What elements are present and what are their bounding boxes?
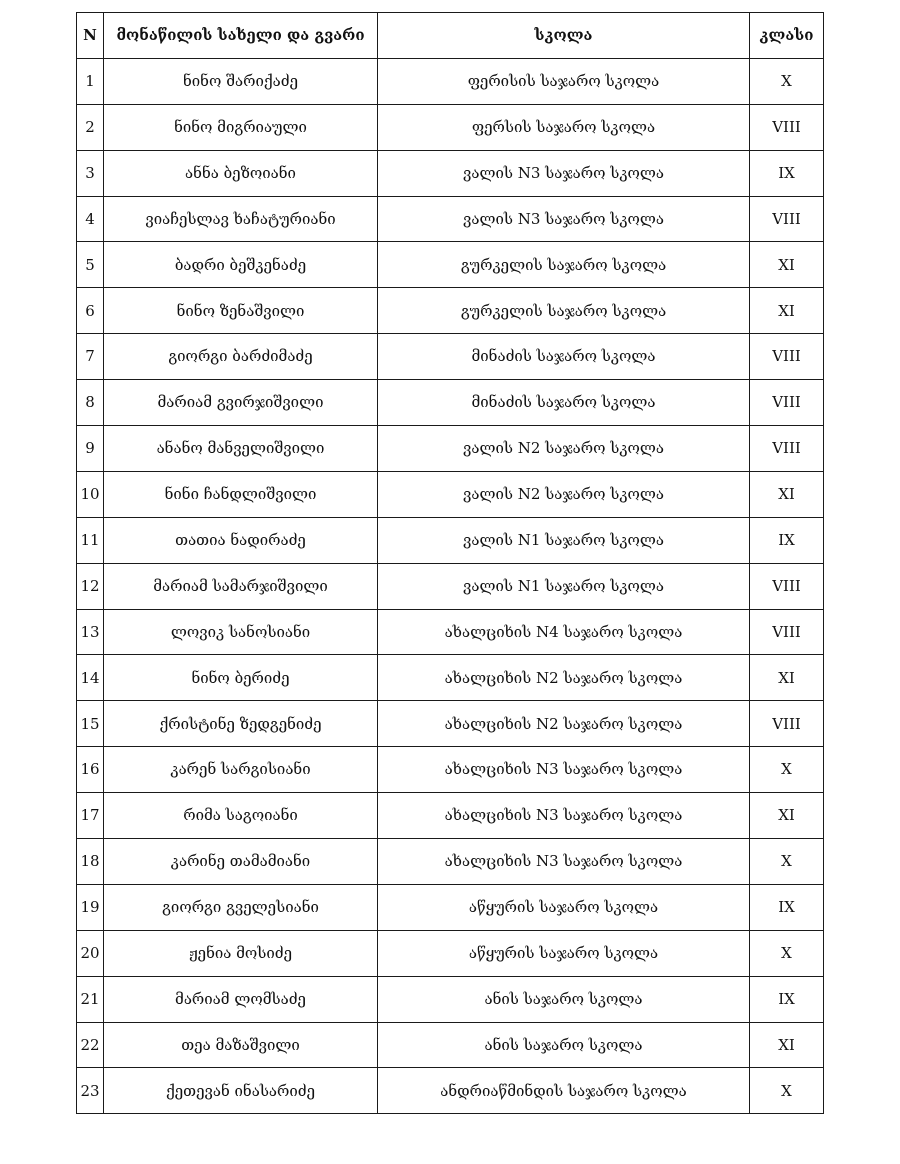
table-row: [77, 471, 824, 517]
cell-grade: X: [750, 58, 824, 104]
cell-number: 21: [77, 976, 104, 1022]
cell-number: 17: [77, 793, 104, 839]
table-row: [77, 196, 824, 242]
cell-participant-name: თათია ნადირაძე: [104, 517, 378, 563]
cell-grade: IX: [750, 517, 824, 563]
cell-number: 5: [77, 242, 104, 288]
cell-participant-name: კარინე თამამიანი: [104, 839, 378, 885]
cell-school: ახალციხის N4 საჯარო სკოლა: [378, 609, 750, 655]
cell-grade: VIII: [750, 104, 824, 150]
cell-participant-name: ქეთევან ინასარიძე: [104, 1068, 378, 1114]
cell-number: 11: [77, 517, 104, 563]
header-school: სკოლა: [378, 13, 750, 59]
cell-school: ანის საჯარო სკოლა: [378, 1022, 750, 1068]
cell-participant-name: მარიამ ლომსაძე: [104, 976, 378, 1022]
table-header: [77, 13, 824, 59]
table-row: [77, 884, 824, 930]
header-grade: კლასი: [750, 13, 824, 59]
cell-participant-name: ანნა ბეზოიანი: [104, 150, 378, 196]
cell-number: 12: [77, 563, 104, 609]
cell-school: ვალის N2 საჯარო სკოლა: [378, 426, 750, 472]
cell-grade: X: [750, 839, 824, 885]
cell-school: ვალის N1 საჯარო სკოლა: [378, 517, 750, 563]
cell-grade: X: [750, 930, 824, 976]
table-row: [77, 839, 824, 885]
cell-participant-name: გიორგი ბარძიმაძე: [104, 334, 378, 380]
cell-participant-name: ქრისტინე ზედგენიძე: [104, 701, 378, 747]
table-row: [77, 655, 824, 701]
cell-participant-name: ნინო მიგრიაული: [104, 104, 378, 150]
cell-number: 22: [77, 1022, 104, 1068]
table-row: [77, 976, 824, 1022]
cell-school: გურკელის საჯარო სკოლა: [378, 242, 750, 288]
cell-participant-name: ნინი ჩანდლიშვილი: [104, 471, 378, 517]
cell-participant-name: მარიამ სამარჯიშვილი: [104, 563, 378, 609]
table-row: [77, 563, 824, 609]
cell-participant-name: თეა მაზაშვილი: [104, 1022, 378, 1068]
cell-participant-name: ბადრი ბეშკენაძე: [104, 242, 378, 288]
cell-grade: VIII: [750, 196, 824, 242]
cell-school: აწყურის საჯარო სკოლა: [378, 930, 750, 976]
cell-number: 1: [77, 58, 104, 104]
table-row: [77, 58, 824, 104]
cell-number: 6: [77, 288, 104, 334]
cell-grade: VIII: [750, 380, 824, 426]
cell-grade: IX: [750, 150, 824, 196]
cell-grade: IX: [750, 884, 824, 930]
cell-grade: XI: [750, 242, 824, 288]
cell-number: 8: [77, 380, 104, 426]
cell-number: 4: [77, 196, 104, 242]
table-row: [77, 150, 824, 196]
cell-grade: XI: [750, 793, 824, 839]
cell-grade: X: [750, 747, 824, 793]
cell-number: 10: [77, 471, 104, 517]
cell-participant-name: ვიაჩესლავ ხაჩატურიანი: [104, 196, 378, 242]
table-body: [77, 58, 824, 1113]
cell-school: აწყურის საჯარო სკოლა: [378, 884, 750, 930]
cell-number: 7: [77, 334, 104, 380]
table-row: [77, 747, 824, 793]
cell-participant-name: ჟენია მოსიძე: [104, 930, 378, 976]
header-row: [77, 13, 824, 59]
table-row: [77, 104, 824, 150]
cell-grade: X: [750, 1068, 824, 1114]
cell-number: 2: [77, 104, 104, 150]
cell-participant-name: ლოვიკ სანოსიანი: [104, 609, 378, 655]
cell-number: 16: [77, 747, 104, 793]
cell-school: ვალის N1 საჯარო სკოლა: [378, 563, 750, 609]
cell-number: 3: [77, 150, 104, 196]
cell-number: 13: [77, 609, 104, 655]
cell-number: 23: [77, 1068, 104, 1114]
cell-school: ანის საჯარო სკოლა: [378, 976, 750, 1022]
cell-school: ფერსის საჯარო სკოლა: [378, 104, 750, 150]
cell-school: ახალციხის N3 საჯარო სკოლა: [378, 839, 750, 885]
table-row: [77, 609, 824, 655]
cell-school: მინაძის საჯარო სკოლა: [378, 334, 750, 380]
cell-participant-name: ანანო მანველიშვილი: [104, 426, 378, 472]
cell-school: ფერისის საჯარო სკოლა: [378, 58, 750, 104]
table-row: [77, 380, 824, 426]
cell-school: ახალციხის N3 საჯარო სკოლა: [378, 747, 750, 793]
cell-grade: VIII: [750, 334, 824, 380]
table-row: [77, 334, 824, 380]
table-row: [77, 426, 824, 472]
table-row: [77, 1068, 824, 1114]
cell-school: ვალის N2 საჯარო სკოლა: [378, 471, 750, 517]
cell-school: ვალის N3 საჯარო სკოლა: [378, 196, 750, 242]
cell-participant-name: გიორგი გველესიანი: [104, 884, 378, 930]
cell-number: 15: [77, 701, 104, 747]
header-number: N: [77, 13, 104, 59]
cell-number: 20: [77, 930, 104, 976]
table-row: [77, 517, 824, 563]
table-row: [77, 1022, 824, 1068]
cell-number: 14: [77, 655, 104, 701]
table-row: [77, 288, 824, 334]
cell-number: 19: [77, 884, 104, 930]
header-participant-name: მონაწილის სახელი და გვარი: [104, 13, 378, 59]
cell-number: 9: [77, 426, 104, 472]
cell-grade: VIII: [750, 563, 824, 609]
cell-school: ახალციხის N2 საჯარო სკოლა: [378, 655, 750, 701]
cell-school: მინაძის საჯარო სკოლა: [378, 380, 750, 426]
cell-participant-name: ნინო ბერიძე: [104, 655, 378, 701]
cell-grade: VIII: [750, 701, 824, 747]
cell-grade: XI: [750, 288, 824, 334]
cell-school: ახალციხის N3 საჯარო სკოლა: [378, 793, 750, 839]
cell-grade: VIII: [750, 426, 824, 472]
cell-grade: IX: [750, 976, 824, 1022]
table-row: [77, 242, 824, 288]
table-row: [77, 793, 824, 839]
cell-school: ვალის N3 საჯარო სკოლა: [378, 150, 750, 196]
table-row: [77, 930, 824, 976]
cell-school: ახალციხის N2 საჯარო სკოლა: [378, 701, 750, 747]
cell-grade: XI: [750, 471, 824, 517]
cell-school: ანდრიაწმინდის საჯარო სკოლა: [378, 1068, 750, 1114]
participants-table: [76, 12, 824, 1114]
cell-grade: VIII: [750, 609, 824, 655]
cell-number: 18: [77, 839, 104, 885]
cell-school: გურკელის საჯარო სკოლა: [378, 288, 750, 334]
cell-participant-name: ნინო შარიქაძე: [104, 58, 378, 104]
cell-grade: XI: [750, 655, 824, 701]
cell-participant-name: კარენ სარგისიანი: [104, 747, 378, 793]
cell-participant-name: რიმა საგოიანი: [104, 793, 378, 839]
cell-grade: XI: [750, 1022, 824, 1068]
table-row: [77, 701, 824, 747]
cell-participant-name: ნინო ზენაშვილი: [104, 288, 378, 334]
cell-participant-name: მარიამ გვირჯიშვილი: [104, 380, 378, 426]
